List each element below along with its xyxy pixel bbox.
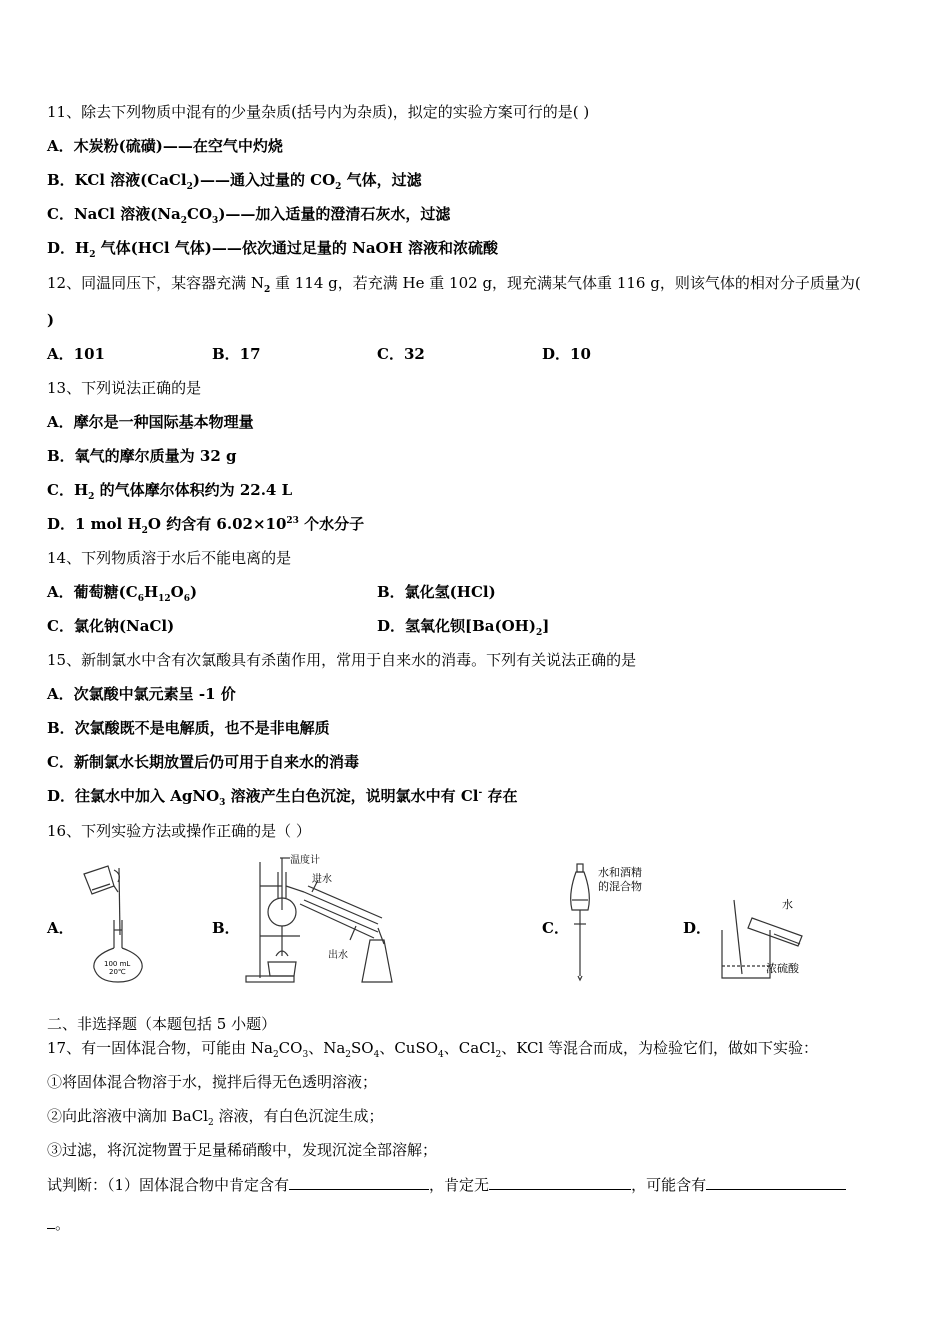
svg-text:20℃: 20℃ [109, 968, 126, 976]
q17-blank-absent[interactable] [489, 1173, 631, 1190]
q14-option-d: D．氢氧化钡$[Ba(OH)_2]$ [377, 617, 550, 638]
q12-option-b: B．17 [212, 345, 261, 363]
q16-stem: 16、下列实验方法或操作正确的是（ ） [47, 822, 311, 840]
q11-option-a: A．木炭粉(硫磺)——在空气中灼烧 [47, 137, 283, 155]
q17-blank-definite[interactable] [289, 1173, 429, 1190]
figure-b-distillation [238, 852, 408, 987]
q17-step1: ①将固体混合物溶于水，搅拌后得无色透明溶液； [47, 1073, 378, 1091]
q17-judge: 试判断：（1）固体混合物中肯定含有 ，肯定无 ，可能含有 [47, 1173, 846, 1195]
section2-title: 二、非选择题（本题包括 5 小题） [47, 1015, 277, 1033]
q15-option-c: C．新制氯水长期放置后仍可用于自来水的消毒 [47, 753, 359, 771]
svg-text:100 mL: 100 mL [104, 960, 131, 968]
q17-step3: ③过滤，将沉淀物置于足量稀硝酸中，发现沉淀全部溶解； [47, 1141, 438, 1159]
q11-option-d: D．$H_2$ 气体(HCl 气体)——依次通过足量的 NaOH 溶液和浓硫酸 [47, 239, 499, 260]
svg-text:的混合物: 的混合物 [598, 880, 642, 893]
svg-text:温度计: 温度计 [290, 855, 320, 866]
q11-option-b: B．KCl 溶液(CaCl$_2$)——通入过量的 $CO_2$ 气体，过滤 [47, 171, 422, 192]
q13-stem: 13、下列说法正确的是 [47, 379, 202, 397]
q15-stem: 15、新制氯水中含有次氯酸具有杀菌作用，常用于自来水的消毒。下列有关说法正确的是 [47, 651, 637, 669]
q16-label-b: B． [212, 919, 240, 937]
figure-c-separatory-funnel [566, 858, 666, 983]
q17-blank-continued [47, 1212, 55, 1229]
svg-text:水和酒精: 水和酒精 [598, 866, 642, 879]
q14-stem: 14、下列物质溶于水后不能电离的是 [47, 549, 292, 567]
q13-option-d: D．1 mol $H_2O$ 约含有 $6.02\times 10^{23}$ 个水分子 [47, 515, 365, 536]
svg-text:进水: 进水 [312, 874, 332, 885]
q17-blank-possible[interactable] [706, 1173, 846, 1190]
q17-stem: 17、有一固体混合物，可能由 $Na_2CO_3$、$Na_2SO_4$、CuSO$_4$、CaCl$_2$、KCl 等混合而成，为检验它们，做如下实验： [47, 1039, 819, 1060]
q16-label-d: D． [683, 919, 712, 937]
q12-option-c: C．32 [377, 345, 425, 363]
q12-option-a: A．101 [47, 345, 105, 363]
svg-text:出水: 出水 [328, 950, 348, 961]
q12-stem: 12、同温同压下，某容器充满 $N_2$ 重 114 g，若充满 He 重 102 g，现充满某气体重 116 g，则该气体的相对分子质量为( [47, 274, 861, 295]
q17-judge-end: 。 [47, 1212, 70, 1234]
q15-option-a: A．次氯酸中氯元素呈 -1 价 [47, 685, 236, 703]
q11-stem: 11、除去下列物质中混有的少量杂质(括号内为杂质)，拟定的实验方案可行的是( ) [47, 103, 590, 121]
figure-d-dilution [718, 890, 818, 985]
q16-label-a: A． [47, 919, 74, 937]
q13-option-c: C．$H_2$ 的气体摩尔体积约为 22.4 L [47, 481, 293, 502]
svg-text:浓硫酸: 浓硫酸 [766, 962, 799, 975]
svg-text:水: 水 [782, 898, 793, 911]
q14-option-b: B．氯化氢(HCl) [377, 583, 496, 601]
q12-option-d: D．10 [542, 345, 591, 363]
q13-option-b: B．氧气的摩尔质量为 32 g [47, 447, 237, 465]
q17-step2: ②向此溶液中滴加 BaCl$_2$ 溶液，有白色沉淀生成； [47, 1107, 384, 1128]
q14-option-a: A．葡萄糖$(C_6H_{12}O_6)$ [47, 583, 198, 604]
q14-option-c: C．氯化钠(NaCl) [47, 617, 175, 635]
q11-option-c: C．NaCl 溶液$(Na_2CO_3)——$加入适量的澄清石灰水，过滤 [47, 205, 451, 226]
q15-option-d: D．往氯水中加入 AgNO$_3$ 溶液产生白色沉淀，说明氯水中有 Cl- 存在 [47, 787, 518, 808]
q13-option-a: A．摩尔是一种国际基本物理量 [47, 413, 254, 431]
q16-label-c: C． [542, 919, 569, 937]
q15-option-b: B．次氯酸既不是电解质，也不是非电解质 [47, 719, 330, 737]
q12-stem-close: ) [47, 311, 55, 329]
figure-a-volumetric-flask [78, 860, 148, 985]
